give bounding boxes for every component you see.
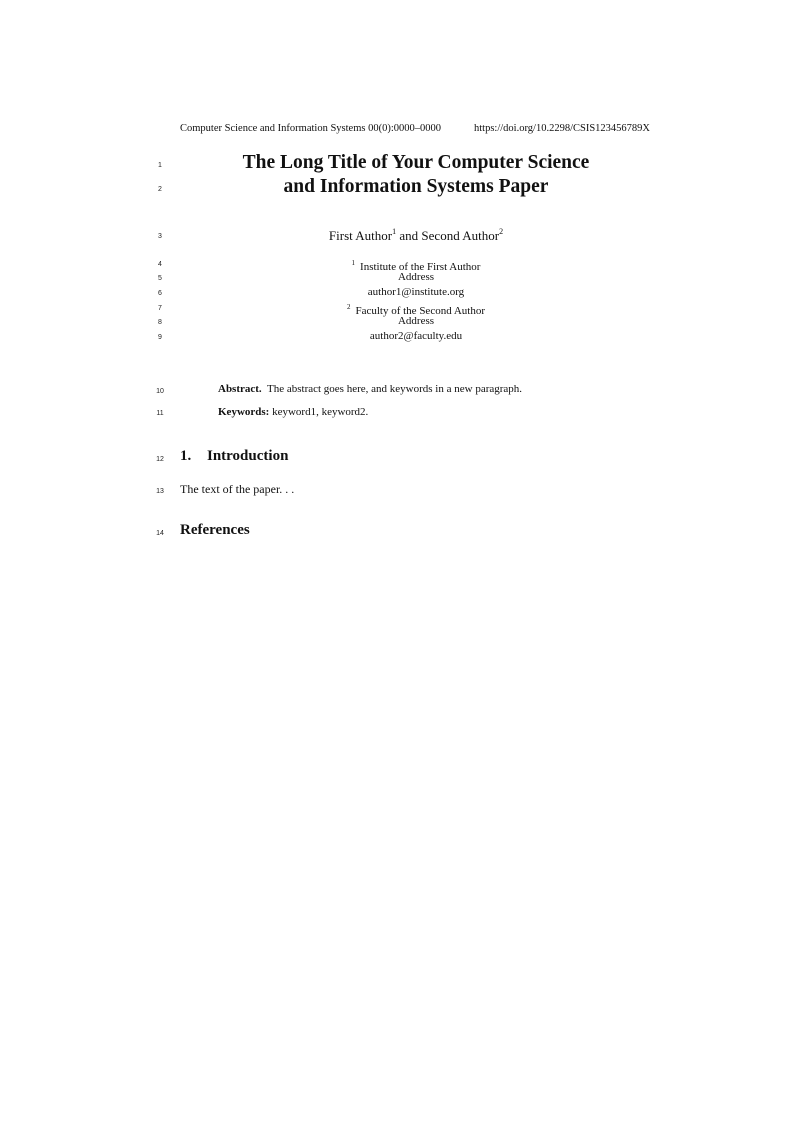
section-number: 1.	[180, 448, 192, 464]
line-number: 10	[156, 388, 164, 395]
author-list	[160, 227, 672, 244]
affiliation-2-email: author2@faculty.edu	[369, 330, 463, 342]
affiliation-2-mark: 2	[346, 303, 351, 311]
keywords-label: Keywords:	[218, 406, 270, 418]
line-number: 7	[158, 305, 162, 312]
affiliation-2-address: Address	[397, 315, 435, 327]
author-second: Second Author	[421, 228, 500, 243]
author-first-affiliation-mark: 1	[392, 227, 397, 236]
abstract	[218, 383, 522, 395]
line-number: 1	[158, 162, 162, 169]
paper-title-line-2: and Information Systems Paper	[283, 176, 549, 197]
line-number: 13	[156, 488, 164, 495]
section-heading-introduction	[180, 448, 288, 465]
references-heading: References	[180, 522, 250, 538]
line-number: 3	[158, 233, 162, 240]
keywords	[218, 406, 368, 418]
section-title: Introduction	[207, 448, 289, 464]
running-header-journal: Computer Science and Information Systems 00(0):0000–0000	[180, 123, 441, 134]
line-number: 9	[158, 334, 162, 341]
affiliation-1-email: author1@institute.org	[367, 286, 465, 298]
keywords-text: keyword1, keyword2.	[272, 406, 369, 418]
line-number: 5	[158, 275, 162, 282]
affiliation-2-name: $^2$ Faculty of the Second Author	[346, 303, 486, 317]
paper-title-line-1: The Long Title of Your Computer Science	[242, 152, 590, 173]
affiliation-1-mark: 1	[351, 259, 356, 267]
line-number: 2	[158, 186, 162, 193]
line-number: 8	[158, 319, 162, 326]
line-number: 14	[156, 530, 164, 537]
line-number: 6	[158, 290, 162, 297]
line-number: 11	[156, 410, 164, 417]
author-first: First Author	[328, 228, 393, 243]
abstract-label: Abstract.	[218, 383, 262, 395]
affiliation-1-name: $^1$ Institute of the First Author	[351, 259, 481, 273]
abstract-text: The abstract goes here, and keywords in a new paragraph.	[267, 383, 523, 395]
line-number: 12	[156, 456, 164, 463]
line-number: 4	[158, 261, 162, 268]
author-conjunction: and	[396, 228, 422, 243]
section-body-text: The text of the paper. . .	[180, 482, 295, 496]
affiliation-1-address: Address	[397, 271, 435, 283]
author-second-affiliation-mark: 2	[499, 227, 504, 236]
running-header-doi: https://doi.org/10.2298/CSIS123456789X	[474, 123, 650, 134]
